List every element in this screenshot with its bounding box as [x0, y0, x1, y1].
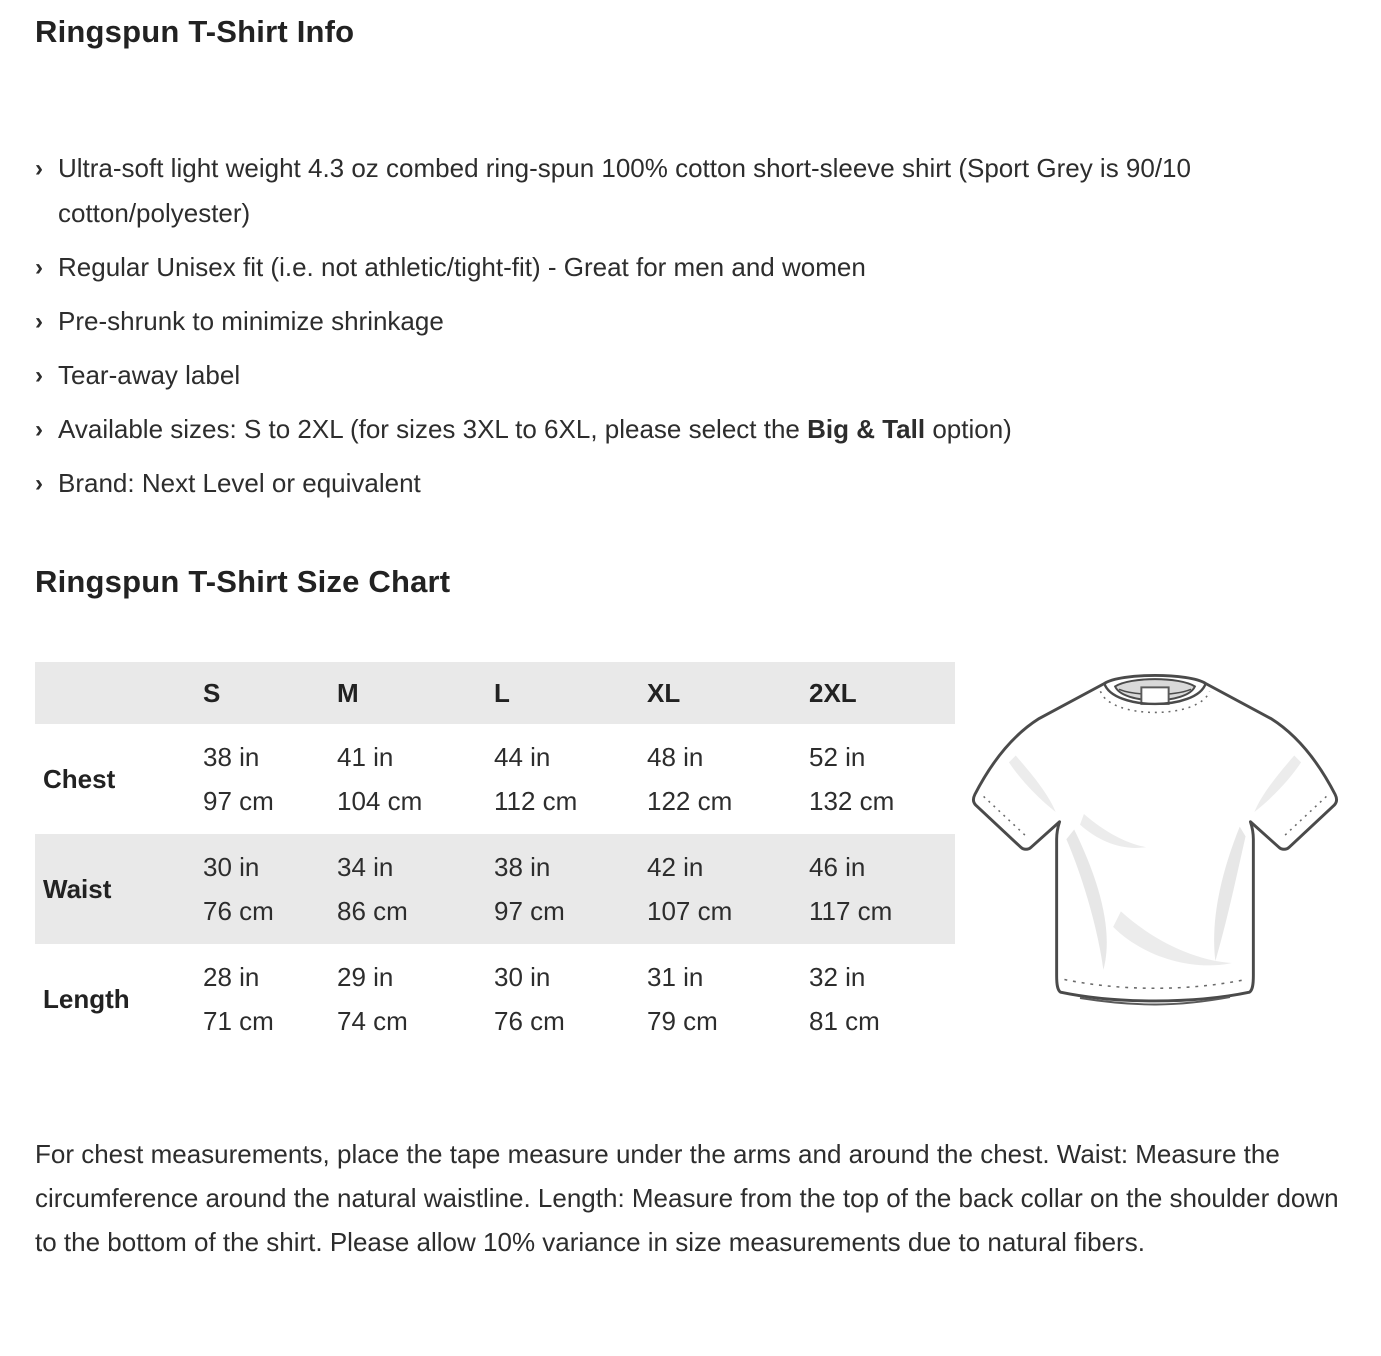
value-inches: 46 in: [809, 852, 866, 882]
corner-cell: [35, 662, 203, 724]
row-label-length: Length: [43, 983, 130, 1014]
size-chart-header-row: [35, 662, 955, 724]
value-inches: 42 in: [647, 852, 704, 882]
value-inches: 30 in: [203, 852, 260, 882]
size-cell: [203, 724, 337, 834]
tshirt-illustration: [965, 664, 1345, 1041]
value-inches: 48 in: [647, 742, 704, 772]
feature-text: Tear-away label: [58, 360, 241, 390]
size-chart-title: Ringspun T-Shirt Size Chart: [35, 564, 451, 599]
size-cell: [337, 724, 494, 834]
value-cm: 112 cm: [494, 786, 578, 816]
feature-text: Regular Unisex fit (i.e. not athletic/tight-fit) - Great for men and women: [58, 252, 866, 282]
feature-item-fit: [35, 245, 1255, 290]
feature-text: [58, 407, 1012, 452]
feature-item-fabric: [35, 146, 1255, 236]
column-header-xl: XL: [647, 677, 681, 708]
size-cell: [494, 944, 647, 1054]
value-inches: 44 in: [494, 742, 551, 772]
row-label-waist: Waist: [43, 873, 112, 904]
size-chart-table: [35, 662, 955, 1054]
feature-text-bold: Big & Tall: [807, 414, 926, 444]
feature-item-label: [35, 353, 1255, 398]
page-title: Ringspun T-Shirt Info: [35, 14, 355, 49]
bullet-chevron-icon: ›: [35, 308, 43, 335]
size-cell: [647, 944, 809, 1054]
value-cm: 132 cm: [809, 786, 895, 816]
size-cell: [809, 944, 955, 1054]
value-cm: 81 cm: [809, 1006, 880, 1036]
size-chart-section: [35, 662, 1345, 1054]
value-cm: 122 cm: [647, 786, 733, 816]
feature-item-sizes: [35, 407, 1255, 452]
value-cm: 74 cm: [337, 1006, 408, 1036]
value-inches: 29 in: [337, 962, 394, 992]
value-inches: 31 in: [647, 962, 704, 992]
column-header-l: L: [494, 677, 510, 708]
value-cm: 76 cm: [203, 896, 274, 926]
size-cell: [647, 834, 809, 944]
feature-text-post: option): [925, 414, 1012, 444]
size-cell: [203, 944, 337, 1054]
table-row-waist: [35, 834, 955, 944]
column-header-2xl: 2XL: [809, 677, 857, 708]
value-cm: 79 cm: [647, 1006, 718, 1036]
size-cell: [337, 834, 494, 944]
value-inches: 28 in: [203, 962, 260, 992]
bullet-chevron-icon: ›: [35, 254, 43, 281]
value-inches: 52 in: [809, 742, 866, 772]
value-cm: 107 cm: [647, 896, 733, 926]
value-inches: 41 in: [337, 742, 394, 772]
feature-item-brand: [35, 461, 1255, 506]
bullet-chevron-icon: ›: [35, 155, 43, 182]
feature-item-preshrunk: [35, 299, 1255, 344]
size-cell: [203, 834, 337, 944]
value-cm: 97 cm: [203, 786, 274, 816]
feature-list: [35, 146, 1255, 506]
column-header-s: S: [203, 677, 221, 708]
size-cell: [494, 834, 647, 944]
value-cm: 71 cm: [203, 1006, 274, 1036]
value-inches: 32 in: [809, 962, 866, 992]
value-cm: 104 cm: [337, 786, 423, 816]
size-cell: [494, 724, 647, 834]
column-header-m: M: [337, 677, 359, 708]
size-cell: [337, 944, 494, 1054]
bullet-chevron-icon: ›: [35, 470, 43, 497]
bullet-chevron-icon: ›: [35, 362, 43, 389]
value-cm: 97 cm: [494, 896, 565, 926]
feature-text-pre: Available sizes: S to 2XL (for sizes 3XL to 6XL, please select the: [58, 414, 808, 444]
measurement-note: For chest measurements, place the tape measure under the arms and around the chest. Waist: Measure the circumference around the natural waistline. Length: Measure from the top of the back collar on the shoulder down to the bottom of the shirt. Please allow 10% variance in size measurements due to natural fibers.: [35, 1139, 1339, 1257]
value-inches: 38 in: [203, 742, 260, 772]
value-cm: 76 cm: [494, 1006, 565, 1036]
feature-text: Ultra-soft light weight 4.3 oz combed ring-spun 100% cotton short-sleeve shirt (Sport Grey is 90/10 cotton/polyester): [58, 153, 1191, 228]
size-cell: [647, 724, 809, 834]
feature-text: Pre-shrunk to minimize shrinkage: [58, 306, 444, 336]
value-cm: 117 cm: [809, 896, 893, 926]
value-inches: 38 in: [494, 852, 551, 882]
table-row-length: [35, 944, 955, 1054]
size-cell: [809, 724, 955, 834]
value-cm: 86 cm: [337, 896, 408, 926]
value-inches: 30 in: [494, 962, 551, 992]
tshirt-line-art-icon: [965, 664, 1345, 1036]
size-cell: [809, 834, 955, 944]
feature-text: Brand: Next Level or equivalent: [58, 468, 421, 498]
bullet-chevron-icon: ›: [35, 416, 43, 443]
table-row-chest: [35, 724, 955, 834]
value-inches: 34 in: [337, 852, 394, 882]
row-label-chest: Chest: [43, 763, 116, 794]
